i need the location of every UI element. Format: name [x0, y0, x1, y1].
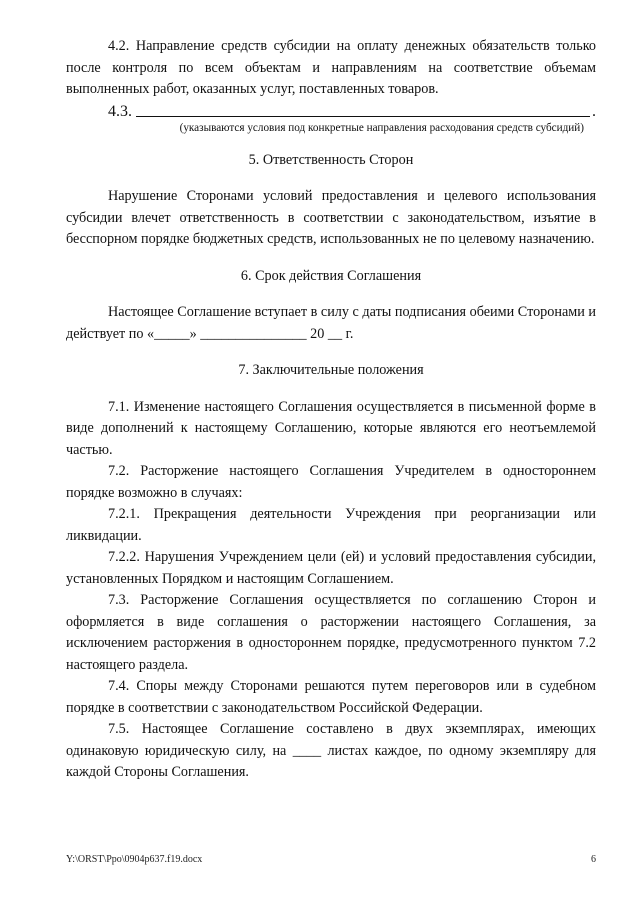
paragraph-4-3-note: (указываются условия под конкретные направления расходования средств субсидий) [179, 121, 584, 134]
paragraph-7-2-1: 7.2.1. Прекращения деятельности Учреждения при реорганизации или ликвидации. [66, 506, 596, 544]
paragraph-7-4: 7.4. Споры между Сторонами решаются путем переговоров или в судебном порядке в соответствии с законодательством Российской Федерации. [66, 678, 596, 716]
paragraph-4-3-end: . [592, 102, 596, 120]
section-5-heading: 5. Ответственность Сторон [248, 151, 414, 168]
document-page [66, 36, 596, 784]
fill-in-line [136, 101, 590, 117]
paragraph-7-1: 7.1. Изменение настоящего Соглашения осуществляется в письменной форме в виде дополнений к настоящему Соглашению, которые являются его неотъемлемой частью. [66, 398, 596, 458]
page-footer [66, 854, 596, 865]
section-6-paragraph: Настоящее Соглашение вступает в силу с даты подписания обеими Сторонами и действует по «_____» _______________ 20 __ г. [66, 304, 596, 342]
footer-file-path: Y:\ORST\Ppo\0904p637.f19.docx [66, 854, 203, 865]
section-7-heading: 7. Заключительные положения [238, 362, 424, 378]
paragraph-7-3: 7.3. Расторжение Соглашения осуществляется по соглашению Сторон и оформляется в виде соглашения о расторжении настоящего Соглашения, за исключением расторжения в одностороннем порядке, предусмотренного пунктом 7.2 настоящего раздела. [66, 592, 596, 673]
paragraph-4-2: 4.2. Направление средств субсидии на оплату денежных обязательств только после контроля по всем объектам и направлениям на соответствие объемам выполненных работ, оказанных услуг, поставленных товаров. [66, 38, 596, 97]
paragraph-4-3 [66, 101, 596, 121]
section-5-paragraph: Нарушение Сторонами условий предоставления и целевого использования субсидии влечет ответственность в соответствии с законодательством, изъятие в бесспорном порядке бюджетных средств, использованных не по целевому назначению. [66, 188, 596, 247]
footer-page-number: 6 [591, 854, 596, 865]
paragraph-4-3-number: 4.3. [108, 102, 132, 120]
paragraph-7-2: 7.2. Расторжение настоящего Соглашения Учредителем в одностороннем порядке возможно в случаях: [66, 463, 596, 501]
section-6-heading: 6. Срок действия Соглашения [240, 267, 422, 284]
paragraph-7-2-2: 7.2.2. Нарушения Учреждением цели (ей) и условий предоставления субсидии, установленных Порядком и настоящим Соглашением. [66, 549, 596, 587]
paragraph-7-5: 7.5. Настоящее Соглашение составлено в двух экземплярах, имеющих одинаковую юридическую силу, на ____ листах каждое, по одному экземпляру для каждой Стороны Соглашения. [66, 721, 596, 780]
